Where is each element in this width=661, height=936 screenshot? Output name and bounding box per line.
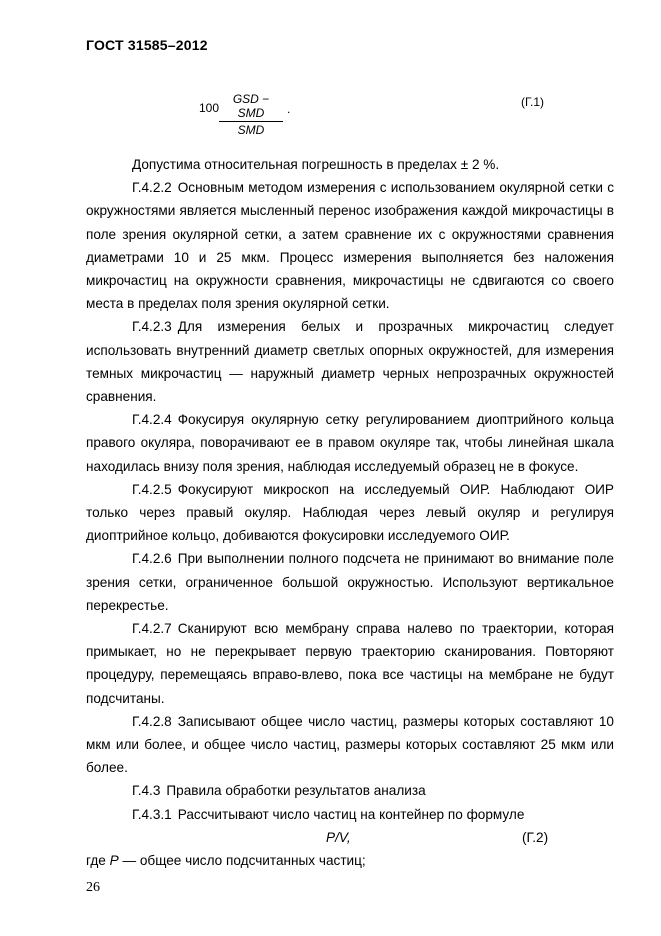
formula-g1-number: (Г.1) xyxy=(521,95,545,109)
clause-number: Г.4.3 xyxy=(132,783,161,799)
paragraph-text: При выполнении полного подсчета не принимают во внимание поле зрения сетки, ограниченное большой окружностью. Используют вертикальное перекрестье. xyxy=(86,551,614,613)
formula-g1-terminator: . xyxy=(287,102,291,116)
paragraph-g4-2-2 xyxy=(86,176,614,315)
paragraph-g4-3-1 xyxy=(86,803,614,826)
paragraph-text: Рассчитывают число частиц на контейнер по формуле xyxy=(177,806,525,822)
fraction-bar xyxy=(219,121,283,122)
paragraph-text: Основным методом измерения с использованием окулярной сетки с окружностями является мысленный перенос изображения каждой микрочастицы в поле зрения окулярной сетки, а затем сравнение их с окружностями сравнения диаметрами 10 и 25 мкм. Процесс измерения выполняется без наложения микрочастиц на окружности сравнения, микрочастицы не сдвигаются со своего места в пределах поля зрения окулярной сетки. xyxy=(86,180,614,312)
clause-number: Г.4.2.3 xyxy=(132,319,172,335)
section-title: Правила обработки результатов анализа xyxy=(166,783,426,799)
where-symbol: P xyxy=(109,853,119,869)
formula-g2-expression: P/V, xyxy=(326,829,351,845)
paragraph-g4-2-3 xyxy=(86,315,614,408)
page-number: 26 xyxy=(86,880,100,895)
paragraph-g4-2-5 xyxy=(86,478,614,548)
formula-g1-numerator: GSD − SMD xyxy=(232,92,270,120)
formula-g2 xyxy=(86,826,614,849)
section-heading-g4-3 xyxy=(86,779,614,802)
formula-g1-denominator: SMD xyxy=(237,123,265,137)
formula-g1-coefficient: 100 xyxy=(199,101,220,115)
clause-number: Г.4.2.8 xyxy=(132,713,172,729)
paragraph-g4-2-6 xyxy=(86,547,614,617)
where-description: — общее число подсчитанных частиц; xyxy=(118,853,366,869)
formula-g1 xyxy=(199,92,599,137)
paragraph-text: Для измерения белых и прозрачных микрочастиц следует использовать внутренний диаметр светлых опорных окружностей, для измерения темных микрочастиц — наружный диаметр черных непрозрачных окружностей сравнения. xyxy=(86,319,614,405)
where-prefix: где xyxy=(86,853,110,869)
formula-g1-fraction xyxy=(219,92,283,137)
paragraph-g4-2-4 xyxy=(86,408,614,478)
where-definition xyxy=(86,849,614,872)
clause-number: Г.4.2.5 xyxy=(132,481,172,497)
document-body xyxy=(86,153,614,872)
paragraph-text: Фокусируют микроскоп на исследуемый ОИР. Наблюдают ОИР только через правый окуляр. Наблюдая через левый окуляр и регулируя диоптрийное кольцо, добиваются фокусировки исследуемого ОИР. xyxy=(86,481,614,544)
paragraph-g4-2-7 xyxy=(86,617,614,710)
clause-number: Г.4.2.7 xyxy=(132,621,172,637)
paragraph-text: Фокусируя окулярную сетку регулированием диоптрийного кольца правого окуляра, поворачивают ее в правом окуляре так, чтобы линейная шкала находилась внизу поля зрения, наблюдая исследуемый образец не в фокусе. xyxy=(86,412,614,474)
paragraph-tolerance xyxy=(86,153,614,176)
clause-number: Г.4.2.6 xyxy=(132,551,172,567)
document-header: ГОСТ 31585–2012 xyxy=(86,37,208,53)
clause-number: Г.4.3.1 xyxy=(132,806,172,822)
paragraph-text: Записывают общее число частиц, размеры которых составляют 10 мкм или более, и общее число частиц, размеры которых составляют 25 мкм или более. xyxy=(86,713,614,776)
formula-g2-number: (Г.2) xyxy=(522,829,549,845)
clause-number: Г.4.2.4 xyxy=(132,412,172,428)
paragraph-text: Допустима относительная погрешность в пределах ± 2 %. xyxy=(132,157,500,172)
paragraph-text: Сканируют всю мембрану справа налево по траектории, которая примыкает, но не перекрывает первую траекторию сканирования. Повторяют процедуру, перемещаясь вправо-влево, пока все частицы на мембране не будут подсчитаны. xyxy=(86,621,614,706)
clause-number: Г.4.2.2 xyxy=(132,180,172,196)
paragraph-g4-2-8 xyxy=(86,710,614,780)
